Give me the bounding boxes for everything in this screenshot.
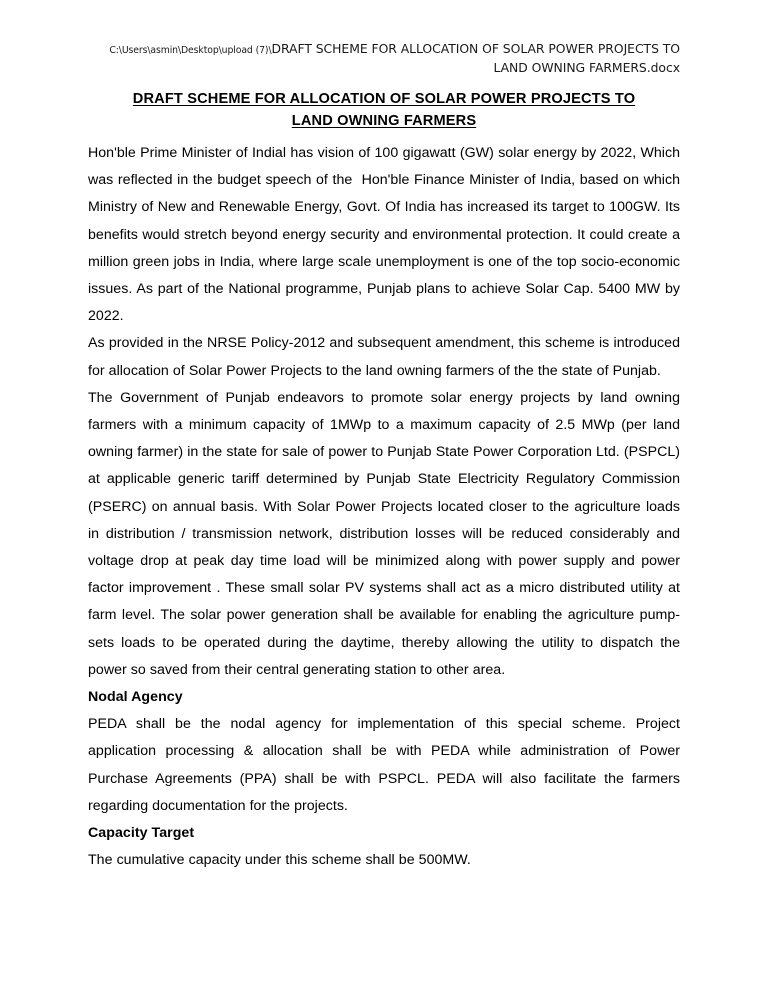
page-title — [88, 88, 680, 132]
document-header — [88, 40, 680, 76]
heading-nodal-agency: Nodal Agency — [88, 689, 183, 706]
paragraph-intro: Hon'ble Prime Minister of Indial has vision of 100 gigawatt (GW) solar energy by 2022, Which was reflected in the budget speech of the Hon'ble Finance Minister of India, based on which Ministry of New and Renewable Energy, Govt. Of India has increased its target to 100GW. Its benefits would stretch beyond energy security and environmental protection. It could create a million green jobs in India, where large scale unemployment is one of the top socio-economic issues. As part of the National programme, Punjab plans to achieve Solar Cap. 5400 MW by 2022. — [88, 145, 685, 325]
paragraph-nodal-agency: PEDA shall be the nodal agency for implementation of this special scheme. Project application processing & allocation shall be with PEDA while administration of Power Purchase Agreements (PPA) shall be with PSPCL. PEDA will also facilitate the farmers regarding documentation for the projects. — [88, 716, 685, 814]
paragraph-policy: As provided in the NRSE Policy-2012 and subsequent amendment, this scheme is introduced for allocation of Solar Power Projects to the land owning farmers of the the state of Punjab. — [88, 335, 685, 379]
heading-capacity-target: Capacity Target — [88, 825, 195, 842]
document-filename: DRAFT SCHEME FOR ALLOCATION OF SOLAR POWER PROJECTS TO LAND OWNING FARMERS.docx — [271, 41, 680, 75]
page-title-line-1: DRAFT SCHEME FOR ALLOCATION OF SOLAR POWER PROJECTS TO — [132, 91, 636, 107]
paragraph-capacity-target: The cumulative capacity under this scheme shall be 500MW. — [88, 852, 471, 869]
file-path-prefix: C:\Users\asmin\Desktop\upload (7)\ — [109, 45, 272, 56]
document-body — [88, 140, 689, 874]
page-title-line-2: LAND OWNING FARMERS — [291, 113, 477, 129]
paragraph-government: The Government of Punjab endeavors to promote solar energy projects by land owning farmers with a minimum capacity of 1MWp to a maximum capacity of 2.5 MWp (per land owning farmer) in the state for sale of power to Punjab State Power Corporation Ltd. (PSPCL) at applicable generic tariff determined by Punjab State Electricity Regulatory Commission (PSERC) on annual basis. With Solar Power Projects located closer to the agriculture loads in distribution / transmission network, distribution losses will be reduced considerably and voltage drop at peak day time load will be minimized along with power supply and power factor improvement . These small solar PV systems shall act as a micro distributed utility at farm level. The solar power generation shall be available for enabling the agriculture pump-sets loads to be operated during the daytime, thereby allowing the utility to dispatch the power so saved from their central generating station to other area. — [88, 389, 689, 678]
